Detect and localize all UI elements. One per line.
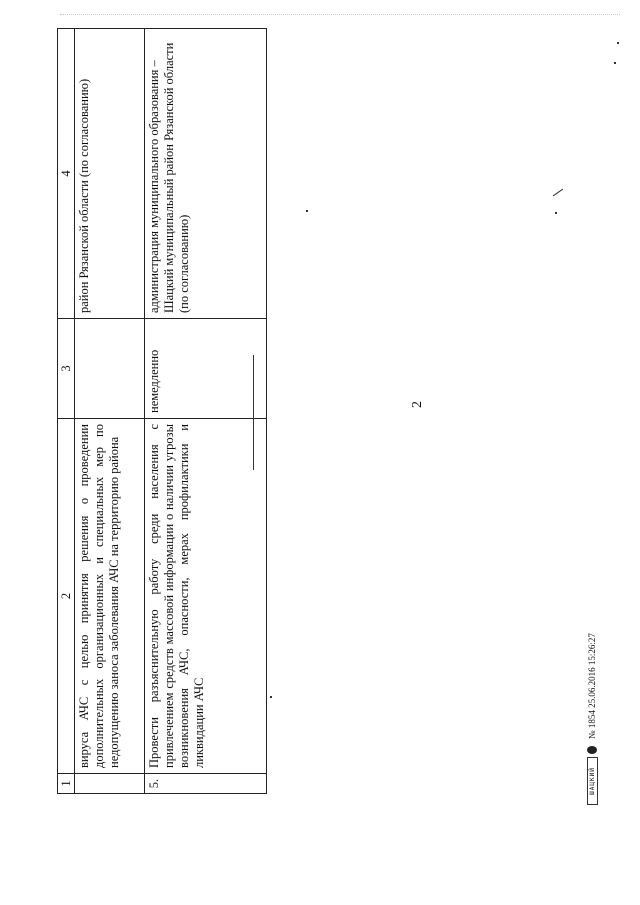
header-col-1: 1 [58,774,75,794]
emblem-icon [586,745,598,755]
stamp-text: № 1854 25.06.2016 15:26:27 [587,633,597,739]
header-col-2: 2 [58,419,75,774]
row-responsible: администрация муниципального образования – Шацкий муниципальный район Рязанской области (по согласованию) [145,29,267,319]
header-col-4: 4 [58,29,75,319]
stamp-logo [586,745,598,805]
row-deadline: немедленно [145,319,267,419]
separator-line [253,355,254,470]
registration-stamp [586,633,598,805]
table-header-row [58,29,75,794]
measures-table [57,29,267,794]
pen-mark [617,42,619,44]
row-measure: вируса АЧС с целью принятия решения о проведении дополнительных организационных и специальных мер по недопущению заноса заболевания АЧС на территорию района [75,419,145,774]
table-row [75,29,145,794]
header-col-3: 3 [58,319,75,419]
pen-mark [306,210,308,212]
row-measure: Провести разъяснительную работу среди населения с привлечением средств массовой информации о наличии угрозы возникновения АЧС, опасности, мерах профилактики и ликвидации АЧС [145,419,267,774]
row-number: 5. [145,774,267,794]
pen-mark [614,62,616,64]
table-row [145,29,267,794]
pen-mark [555,212,557,214]
row-responsible: район Рязанской области (по согласованию) [75,29,145,319]
stamp-box: ШАЦКИЙ [587,757,598,805]
scan-noise [60,14,620,19]
page-number: 2 [410,401,425,408]
pen-mark [270,696,272,698]
pen-mark [553,189,563,197]
row-deadline [75,319,145,419]
row-number [75,774,145,794]
